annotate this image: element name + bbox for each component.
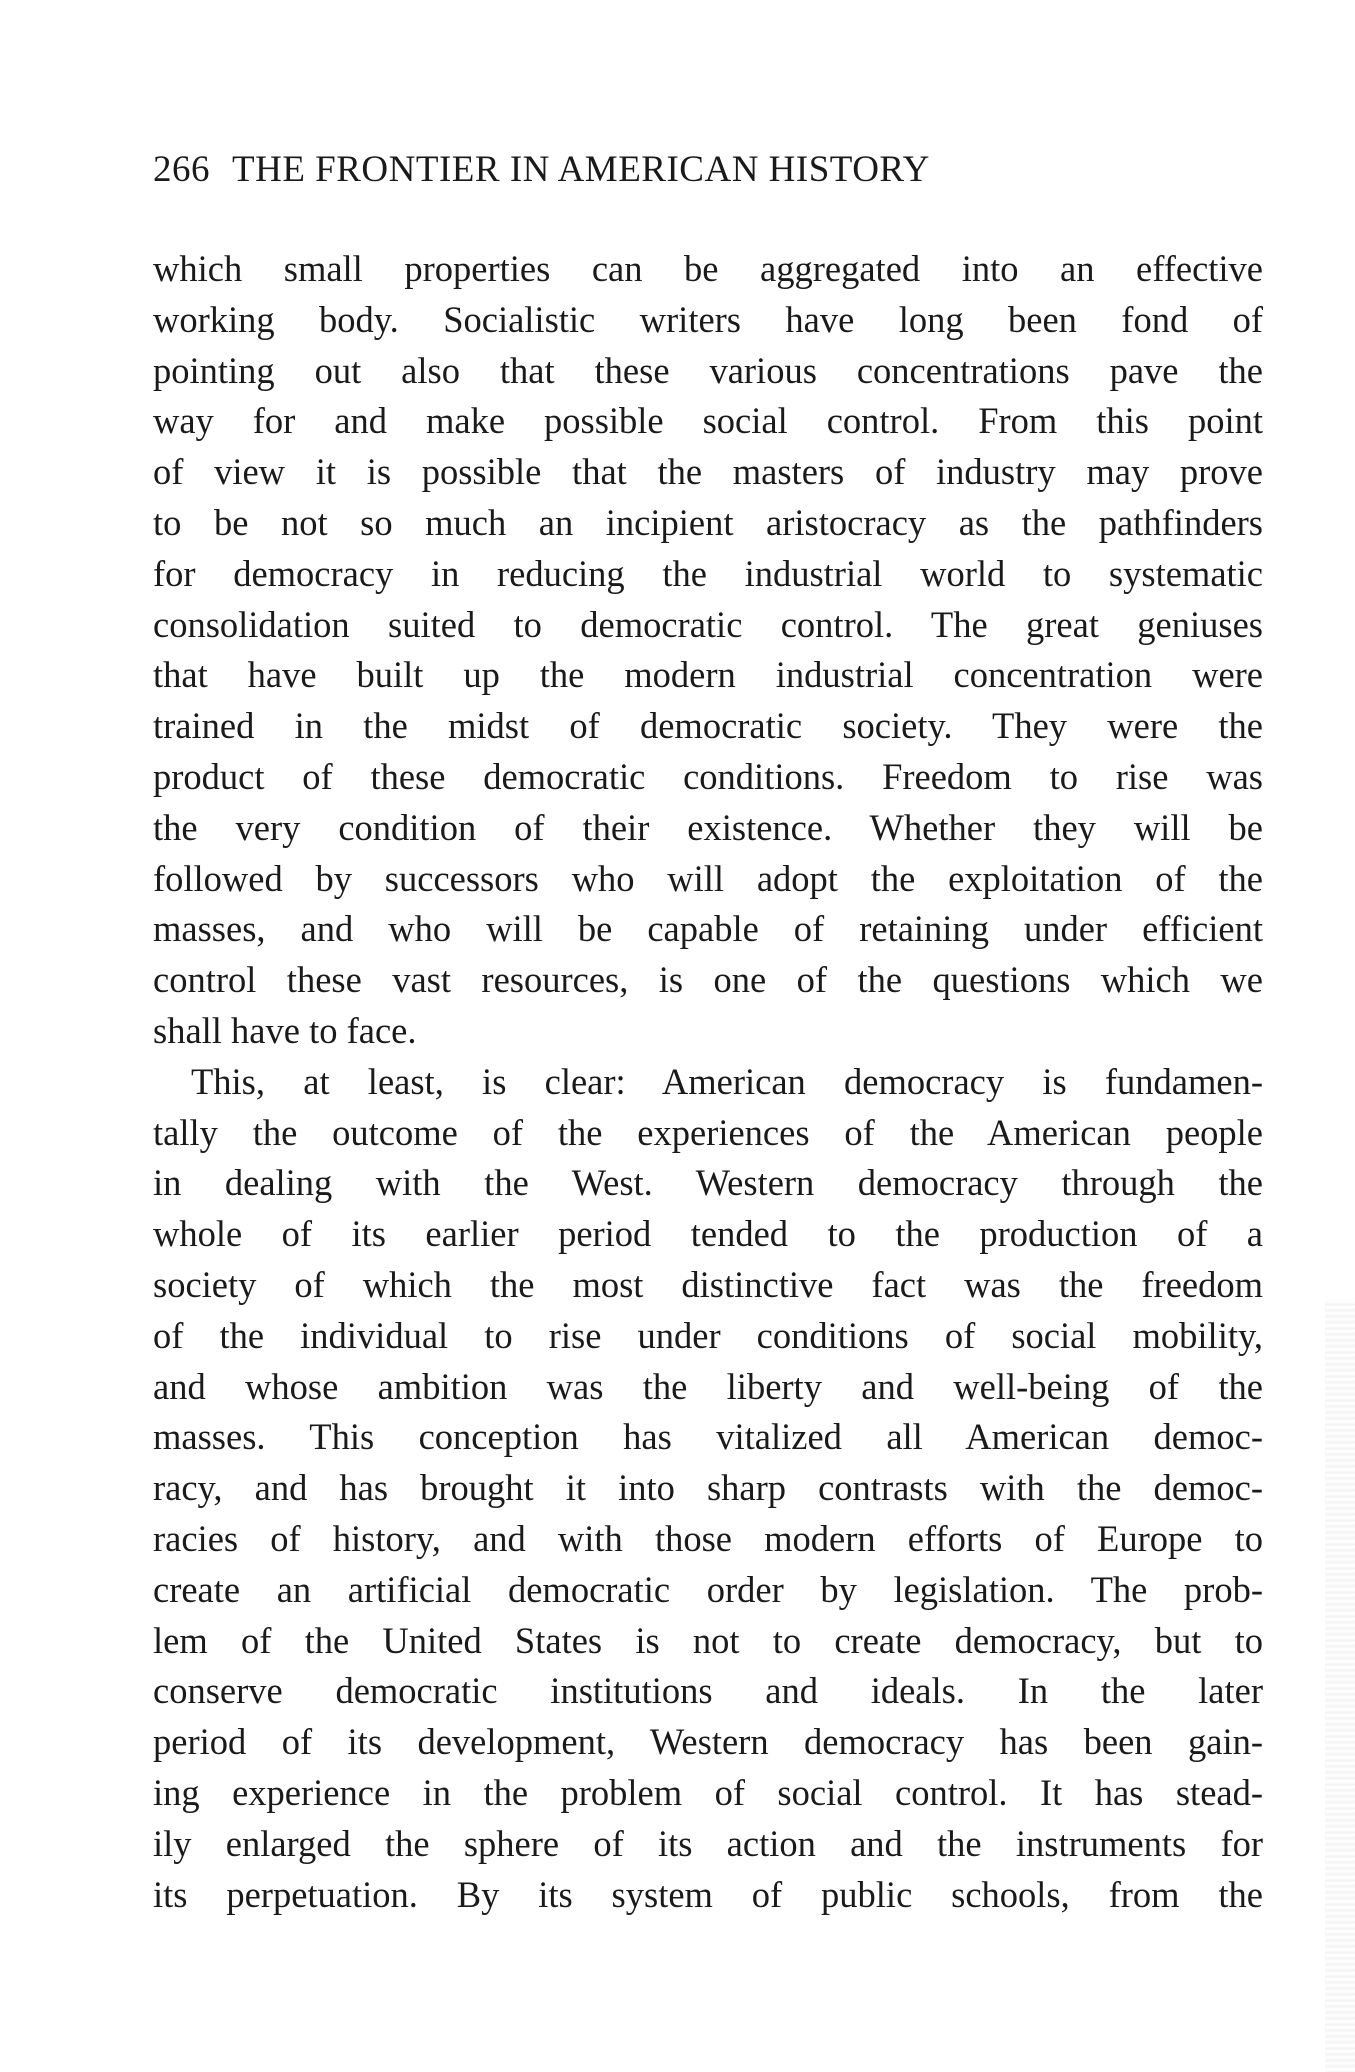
text-line: for democracy in reducing the industrial world to systematic (153, 552, 1263, 594)
text-line: way for and make possible social control. From this point (153, 400, 1263, 442)
text-line: whole of its earlier period tended to the production of a (153, 1213, 1263, 1255)
paragraph-1 (153, 244, 1263, 1057)
text-line: that have built up the modern industrial concentration were (153, 654, 1263, 696)
text-line: tally the outcome of the experiences of the American people (153, 1111, 1263, 1153)
text-line: in dealing with the West. Western democracy through the (153, 1162, 1263, 1204)
text-line: society of which the most distinctive fact was the freedom (153, 1263, 1263, 1305)
text-line: shall have to face. (153, 1009, 417, 1051)
body-text (153, 244, 1263, 1920)
text-line: period of its development, Western democracy has been gain- (153, 1721, 1263, 1763)
text-line: lem of the United States is not to create democracy, but to (153, 1619, 1263, 1661)
text-line: create an artificial democratic order by legislation. The prob- (153, 1568, 1263, 1610)
text-line: its perpetuation. By its system of public schools, from the (153, 1873, 1263, 1915)
text-line: the very condition of their existence. Whether they will be (153, 806, 1263, 848)
page-edge-shading (1325, 1300, 1355, 2072)
text-line: trained in the midst of democratic society. They were the (153, 705, 1263, 747)
text-line: conserve democratic institutions and ideals. In the later (153, 1670, 1263, 1712)
text-line: racy, and has brought it into sharp contrasts with the democ- (153, 1467, 1263, 1509)
paragraph-2 (153, 1057, 1263, 1921)
text-line: followed by successors who will adopt the exploitation of the (153, 857, 1263, 899)
text-line: ily enlarged the sphere of its action and the instruments for (153, 1822, 1263, 1864)
text-line: masses, and who will be capable of retaining under efficient (153, 908, 1263, 950)
text-line: This, at least, is clear: American democracy is fundamen- (191, 1060, 1263, 1102)
text-line: working body. Socialistic writers have long been fond of (153, 298, 1263, 340)
text-line: pointing out also that these various concentrations pave the (153, 349, 1263, 391)
text-line: product of these democratic conditions. Freedom to rise was (153, 755, 1263, 797)
text-line: masses. This conception has vitalized all American democ- (153, 1416, 1263, 1458)
text-line: and whose ambition was the liberty and well-being of the (153, 1365, 1263, 1407)
running-head (153, 148, 1263, 191)
text-line: of the individual to rise under conditions of social mobility, (153, 1314, 1263, 1356)
text-line: ing experience in the problem of social control. It has stead- (153, 1771, 1263, 1813)
text-line: racies of history, and with those modern efforts of Europe to (153, 1517, 1263, 1559)
text-line: to be not so much an incipient aristocracy as the pathfinders (153, 501, 1263, 543)
text-line: which small properties can be aggregated into an effective (153, 248, 1263, 289)
page-number: 266 (153, 149, 210, 190)
text-line: control these vast resources, is one of the questions which we (153, 959, 1263, 1001)
text-line: consolidation suited to democratic control. The great geniuses (153, 603, 1263, 645)
text-line: of view it is possible that the masters of industry may prove (153, 451, 1263, 493)
running-title: THE FRONTIER IN AMERICAN HISTORY (232, 149, 930, 190)
